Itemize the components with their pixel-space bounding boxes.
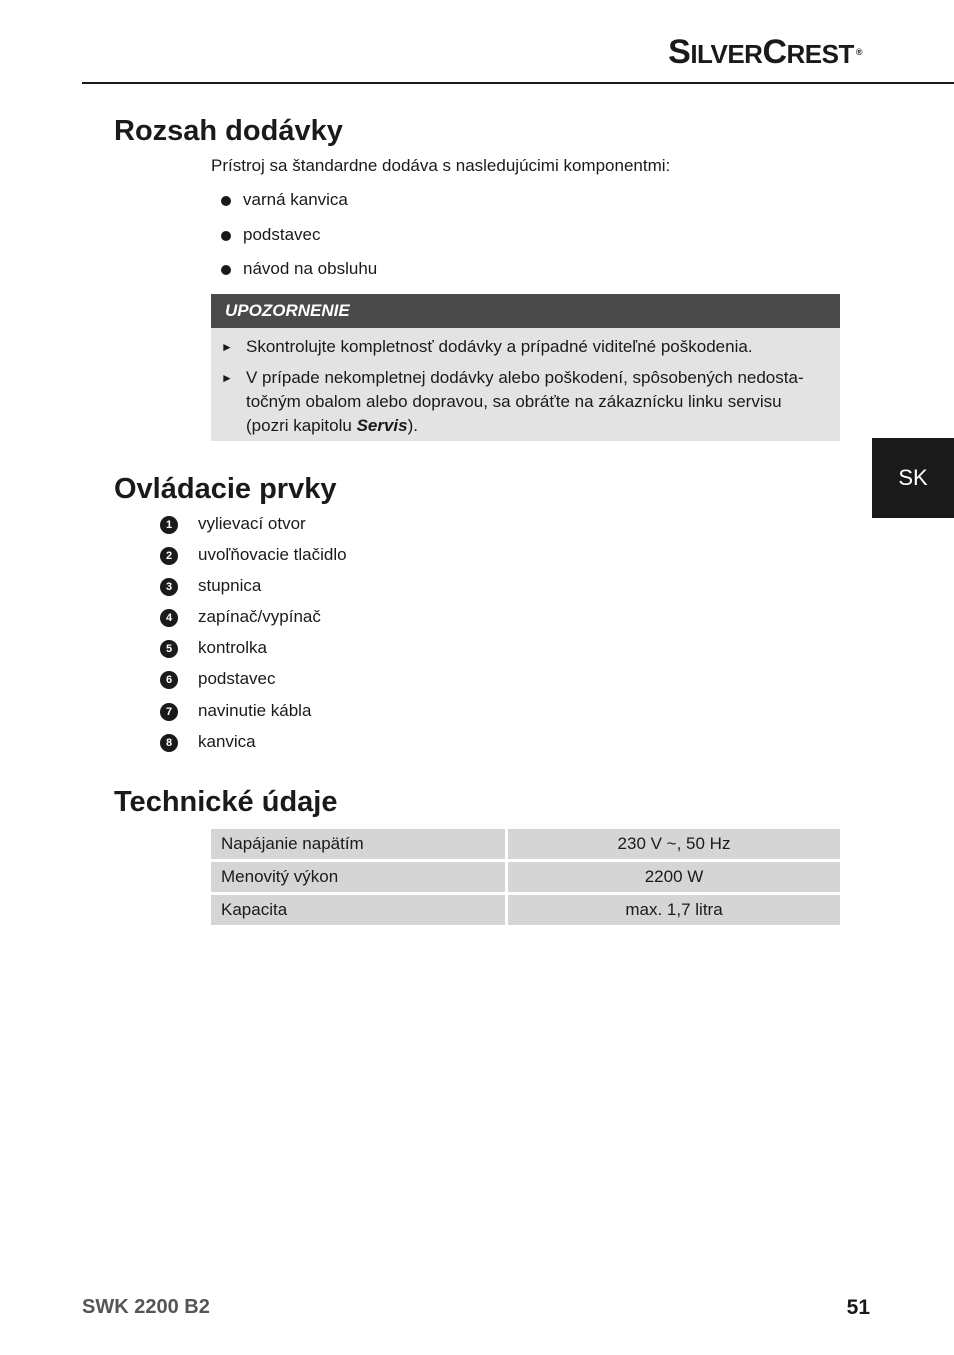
number-badge: 7: [160, 703, 178, 721]
arrow-icon: ►: [221, 371, 233, 385]
list-item: varná kanvica: [211, 189, 377, 224]
notice-item: ► V prípade nekompletnej dodávky alebo poškodení, spôsobených nedosta- točným obalom alebo dopravou, sa obráťte na zákaznícku linku servisu (pozri kapitolu Servis).: [221, 368, 804, 435]
specs-table: [211, 829, 840, 928]
list-item: 2 uvoľňovacie tlačidlo: [160, 544, 347, 575]
table-cell-value: 2200 W: [508, 862, 840, 895]
number-badge: 4: [160, 609, 178, 627]
list-item: podstavec: [211, 224, 377, 259]
number-badge: 1: [160, 516, 178, 534]
language-tab-label: SK: [898, 465, 928, 490]
brand-logo: SILVERCREST ®: [668, 33, 862, 71]
number-badge: 8: [160, 734, 178, 752]
notice-box: [211, 294, 840, 441]
controls-list: [160, 513, 347, 762]
number-badge: 5: [160, 640, 178, 658]
table-row: [211, 895, 840, 928]
number-badge: 6: [160, 671, 178, 689]
header-rule: [82, 82, 954, 84]
controls-title: Ovládacie prvky: [114, 473, 337, 505]
list-item: 5 kontrolka: [160, 637, 347, 668]
table-cell-value: 230 V ~, 50 Hz: [508, 829, 840, 862]
page-number: 51: [846, 1296, 870, 1319]
number-badge: 2: [160, 547, 178, 565]
bullet-icon: [221, 265, 231, 275]
delivery-intro: Prístroj sa štandardne dodáva s nasledujúcimi komponentmi:: [211, 156, 671, 175]
bullet-icon: [221, 231, 231, 241]
notice-heading: UPOZORNENIE: [211, 294, 840, 328]
table-cell-key: Menovitý výkon: [211, 862, 508, 895]
language-tab: [872, 438, 954, 518]
table-cell-key: Napájanie napätím: [211, 829, 508, 862]
bullet-icon: [221, 196, 231, 206]
specs-title: Technické údaje: [114, 786, 338, 818]
number-badge: 3: [160, 578, 178, 596]
notice-item: ► Skontrolujte kompletnosť dodávky a prípadné viditeľné poškodenia.: [221, 335, 831, 359]
delivery-title: Rozsah dodávky: [114, 115, 343, 147]
footer-model: SWK 2200 B2: [82, 1296, 210, 1318]
arrow-icon: ►: [221, 340, 233, 354]
list-item: 8 kanvica: [160, 731, 347, 762]
table-cell-key: Kapacita: [211, 895, 508, 928]
list-item: 4 zapínač/vypínač: [160, 606, 347, 637]
delivery-list: [211, 189, 377, 293]
servis-reference: Servis: [356, 416, 408, 435]
list-item: 1 vylievací otvor: [160, 513, 347, 544]
list-item: 6 podstavec: [160, 668, 347, 699]
list-item: návod na obsluhu: [211, 258, 377, 293]
list-item: 7 navinutie kábla: [160, 700, 347, 731]
table-row: [211, 862, 840, 895]
list-item: 3 stupnica: [160, 575, 347, 606]
table-cell-value: max. 1,7 litra: [508, 895, 840, 928]
table-row: [211, 829, 840, 862]
